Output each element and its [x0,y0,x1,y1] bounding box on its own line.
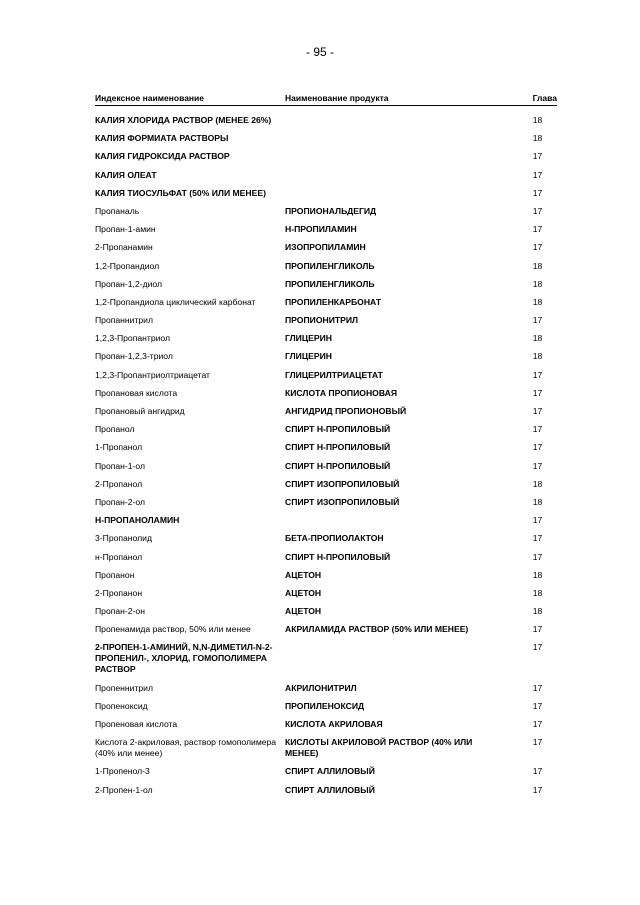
table-row [95,370,557,381]
product-name-cell: СПИРТ АЛЛИЛОВЫЙ [285,766,375,777]
table-header [95,93,557,106]
chapter-cell: 17 [532,700,543,711]
index-name-cell: КАЛИЯ ГИДРОКСИДА РАСТВОР [95,151,230,162]
chapter-cell: 17 [532,682,543,693]
product-name-cell: ПРОПИОНИТРИЛ [285,315,359,326]
table-row [95,188,557,199]
chapter-cell: 17 [532,766,543,777]
chapter-cell: 17 [532,169,543,180]
index-name-cell: Пропенамида раствор, 50% или менее [95,624,251,635]
table-row [95,351,557,362]
header-index-name: Индексное наименование [95,93,205,103]
product-name-cell: Н-ПРОПИЛАМИН [285,224,357,235]
chapter-cell: 17 [532,406,543,416]
table-row [95,552,557,563]
product-name-cell: СПИРТ ИЗОПРОПИЛОВЫЙ [285,478,400,489]
index-name-cell: 2-Пропанол [95,478,143,489]
header-product-name: Наименование продукта [285,93,389,103]
chapter-cell: 17 [532,642,543,653]
chapter-cell: 18 [532,296,543,307]
product-name-cell: АЦЕТОН [285,606,322,617]
table-row [95,261,557,272]
chapter-cell: 17 [532,242,543,253]
index-name-cell: Пропаннитрил [95,315,153,326]
index-name-cell: 2-Пропанон [95,587,143,598]
table-row [95,170,557,181]
chapter-cell: 17 [532,737,543,748]
chapter-cell: 18 [532,260,543,271]
chapter-cell: 18 [532,587,543,598]
chapter-cell: 17 [532,533,543,544]
product-name-cell: КИСЛОТЫ АКРИЛОВОЙ РАСТВОР (40% ИЛИ МЕНЕЕ) [285,737,473,759]
table-row [95,442,557,453]
chapter-cell: 17 [532,784,543,795]
chapter-cell: 18 [532,115,543,125]
product-name-cell: АЦЕТОН [285,569,322,580]
index-name-cell: 1,2,3-Пропантриол [95,333,171,344]
table-row [95,533,557,544]
table-row [95,333,557,344]
table-row [95,701,557,712]
product-name-cell [285,115,510,126]
table-row [95,570,557,581]
product-name-cell: ИЗОПРОПИЛАМИН [285,242,366,253]
chapter-cell: 18 [532,333,543,344]
index-name-cell: Пропаналь [95,205,140,216]
product-name-cell: ПРОПИЛЕНГЛИКОЛЬ [285,278,375,289]
chapter-cell: 18 [532,569,543,580]
table-row [95,224,557,235]
index-name-cell: КАЛИЯ ФОРМИАТА РАСТВОРЫ [95,133,229,144]
chapter-cell: 17 [532,719,543,729]
index-name-cell: Пропан-1-ол [95,460,146,471]
product-name-cell: АКРИЛОНИТРИЛ [285,682,357,693]
chapter-cell: 18 [532,133,543,144]
product-name-cell [285,133,510,144]
page-number: - 95 - [305,45,334,59]
product-name-cell: СПИРТ Н-ПРОПИЛОВЫЙ [285,442,391,453]
chapter-cell: 17 [532,151,543,162]
index-name-cell: Пропан-1,2,3-триол [95,351,173,362]
product-name-cell: ГЛИЦЕРИН [285,333,332,344]
product-name-cell [285,642,510,675]
table-row [95,115,557,126]
chapter-cell: 18 [532,496,543,507]
index-name-cell: Пропан-2-он [95,606,145,617]
product-name-cell [285,188,510,199]
chapter-cell: 17 [532,460,543,471]
index-name-cell: 2-Пропанамин [95,242,153,253]
table-row [95,315,557,326]
index-name-cell: 1,2,3-Пропантриолтриацетат [95,369,210,380]
index-name-cell: Пропановый ангидрид [95,406,185,416]
header-chapter: Глава [532,93,557,103]
index-name-cell: Пропанон [95,569,135,580]
table-row [95,242,557,253]
table-row [95,642,557,675]
product-name-cell: ГЛИЦЕРИЛТРИАЦЕТАТ [285,369,383,380]
table-row [95,279,557,290]
chapter-cell: 18 [532,351,543,362]
product-name-cell [285,515,510,526]
product-name-cell: АНГИДРИД ПРОПИОНОВЫЙ [285,406,407,416]
product-name-cell: ПРОПИОНАЛЬДЕГИД [285,205,377,216]
chapter-cell: 17 [532,515,543,526]
product-name-cell: СПИРТ АЛЛИЛОВЫЙ [285,784,375,795]
index-name-cell: Пропеновая кислота [95,719,178,729]
table-row [95,461,557,472]
product-name-cell [285,170,510,181]
table-row [95,206,557,217]
product-name-cell: АКРИЛАМИДА РАСТВОР (50% ИЛИ МЕНЕЕ) [285,624,469,635]
index-name-cell: 3-Пропанолид [95,533,152,544]
index-name-cell: 1-Пропенол-3 [95,766,150,777]
chapter-cell: 17 [532,624,543,635]
chapter-cell: 18 [532,278,543,289]
chapter-cell: 17 [532,224,543,235]
product-name-cell: ПРОПИЛЕНОКСИД [285,700,365,711]
table-row [95,406,557,417]
chapter-cell: 18 [532,606,543,617]
product-name-cell: СПИРТ Н-ПРОПИЛОВЫЙ [285,460,391,471]
chapter-cell: 17 [532,387,543,398]
table-row [95,737,557,759]
index-name-cell: КАЛИЯ ОЛЕАТ [95,169,157,180]
index-name-cell: 2-ПРОПЕН-1-АМИНИЙ, N,N-ДИМЕТИЛ-N-2-ПРОПЕНИЛ-, ХЛОРИД, ГОМОПОЛИМЕРА РАСТВОР [95,642,273,675]
product-name-cell: АЦЕТОН [285,587,322,598]
table-row [95,766,557,777]
index-name-cell: Пропан-1-амин [95,224,156,235]
index-name-cell: Пропеннитрил [95,682,153,693]
table-body [95,115,557,796]
table-row [95,785,557,796]
index-name-cell: 1-Пропанол [95,442,143,453]
table-row [95,133,557,144]
product-name-cell: ПРОПИЛЕНГЛИКОЛЬ [285,260,375,271]
table-row [95,388,557,399]
index-name-cell: КАЛИЯ ТИОСУЛЬФАТ (50% ИЛИ МЕНЕЕ) [95,187,266,198]
table-row [95,151,557,162]
table-row [95,588,557,599]
chapter-cell: 17 [532,442,543,453]
index-name-cell: Пропеноксид [95,700,148,711]
chapter-cell: 17 [532,369,543,380]
index-name-cell: Пропан-2-ол [95,496,146,507]
product-name-cell: КИСЛОТА АКРИЛОВАЯ [285,719,383,729]
chapter-cell: 17 [532,187,543,198]
product-name-cell: ГЛИЦЕРИН [285,351,332,362]
index-name-cell: 1,2-Пропандиола циклический карбонат [95,296,256,307]
index-name-cell: КАЛИЯ ХЛОРИДА РАСТВОР (МЕНЕЕ 26%) [95,115,272,125]
index-name-cell: Кислота 2-акриловая, раствор гомополимера (40% или менее) [95,737,277,759]
table-row [95,606,557,617]
chapter-cell: 18 [532,478,543,489]
chapter-cell: 17 [532,315,543,326]
chapter-cell: 17 [532,424,543,435]
table-row [95,497,557,508]
product-name-cell: СПИРТ Н-ПРОПИЛОВЫЙ [285,424,391,435]
table-row [95,297,557,308]
index-name-cell: Пропановая кислота [95,387,178,398]
index-name-cell: Пропан-1,2-диол [95,278,163,289]
table-row [95,424,557,435]
product-name-cell: ПРОПИЛЕНКАРБОНАТ [285,296,382,307]
chapter-cell: 17 [532,551,543,562]
table-row [95,479,557,490]
product-name-cell: СПИРТ Н-ПРОПИЛОВЫЙ [285,551,391,562]
index-name-cell: 2-Пропен-1-ол [95,784,153,795]
index-name-cell: Н-ПРОПАНОЛАМИН [95,515,180,526]
table-row [95,515,557,526]
index-name-cell: Пропанол [95,424,135,435]
table-row [95,683,557,694]
product-name-cell: КИСЛОТА ПРОПИОНОВАЯ [285,387,397,398]
chapter-cell: 17 [532,205,543,216]
table-row [95,719,557,730]
product-name-cell [285,151,510,162]
product-name-cell: СПИРТ ИЗОПРОПИЛОВЫЙ [285,496,400,507]
table-row [95,624,557,635]
index-name-cell: 1,2-Пропандиол [95,260,160,271]
product-index-table [95,93,557,803]
index-name-cell: н-Пропанол [95,551,143,562]
product-name-cell: БЕТА-ПРОПИОЛАКТОН [285,533,384,544]
